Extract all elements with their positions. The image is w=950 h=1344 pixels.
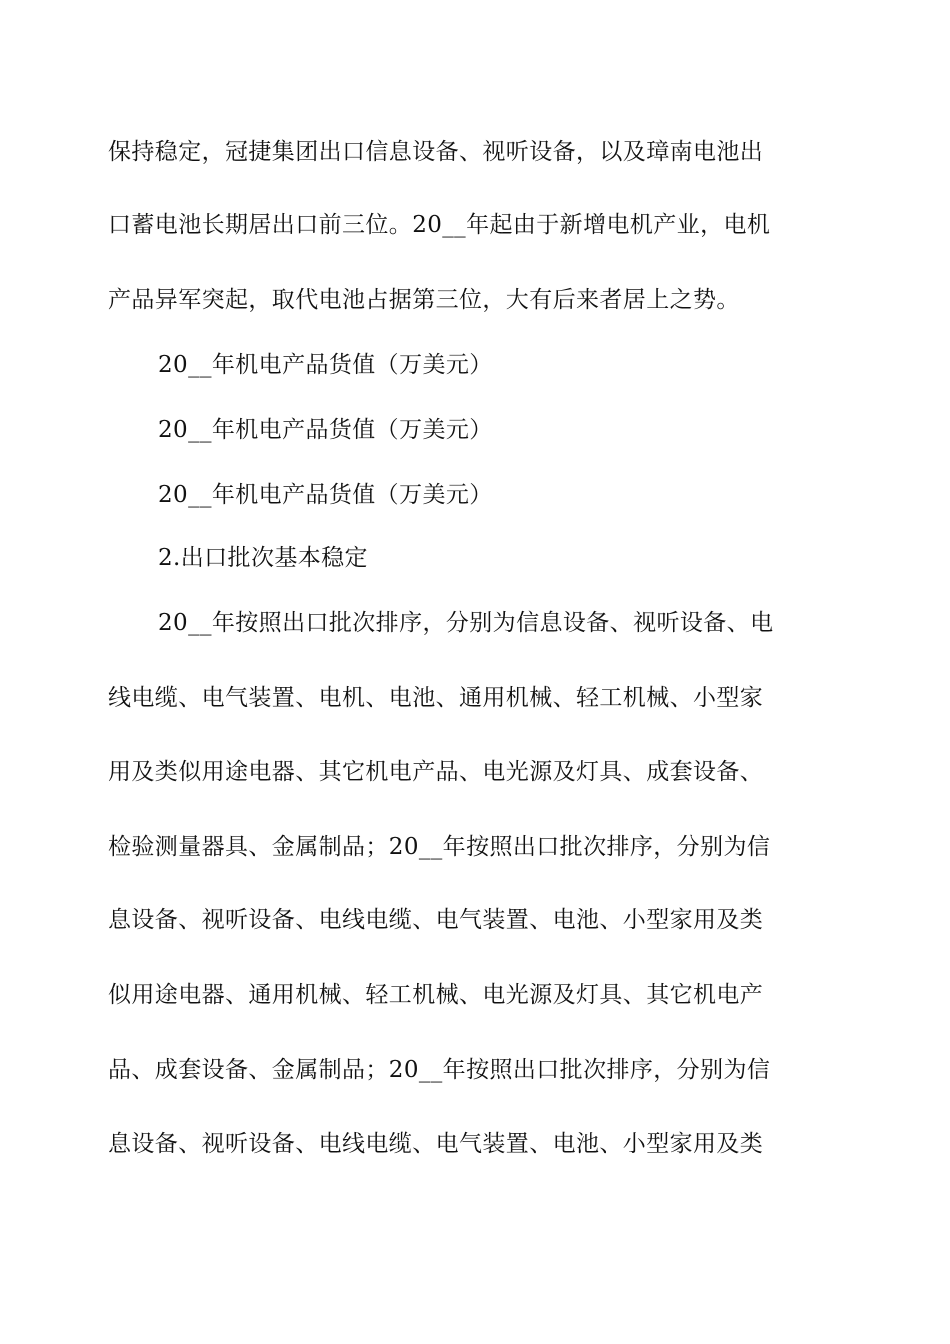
paragraph-line: 保持稳定，冠捷集团出口信息设备、视听设备，以及璋南电池出 [108, 139, 764, 165]
paragraph-line: 检验测量器具、金属制品；20__年按照出口批次排序，分别为信 [108, 834, 771, 860]
chart-caption: 20__年机电产品货值（万美元） [158, 417, 493, 443]
chart-caption: 20__年机电产品货值（万美元） [158, 482, 493, 508]
paragraph-line: 20__年按照出口批次排序，分别为信息设备、视听设备、电 [158, 610, 774, 636]
paragraph-line: 口蓄电池长期居出口前三位。20__年起由于新增电机产业，电机 [108, 212, 771, 238]
paragraph-line: 息设备、视听设备、电线电缆、电气装置、电池、小型家用及类 [108, 907, 764, 933]
paragraph-line: 线电缆、电气装置、电机、电池、通用机械、轻工机械、小型家 [108, 685, 764, 711]
chart-caption: 20__年机电产品货值（万美元） [158, 352, 493, 378]
paragraph-line: 用及类似用途电器、其它机电产品、电光源及灯具、成套设备、 [108, 759, 764, 785]
section-heading: 2.出口批次基本稳定 [158, 545, 368, 571]
paragraph-line: 产品异军突起，取代电池占据第三位，大有后来者居上之势。 [108, 287, 740, 313]
paragraph-line: 品、成套设备、金属制品；20__年按照出口批次排序，分别为信 [108, 1057, 771, 1083]
paragraph-line: 息设备、视听设备、电线电缆、电气装置、电池、小型家用及类 [108, 1131, 764, 1157]
paragraph-line: 似用途电器、通用机械、轻工机械、电光源及灯具、其它机电产 [108, 982, 764, 1008]
